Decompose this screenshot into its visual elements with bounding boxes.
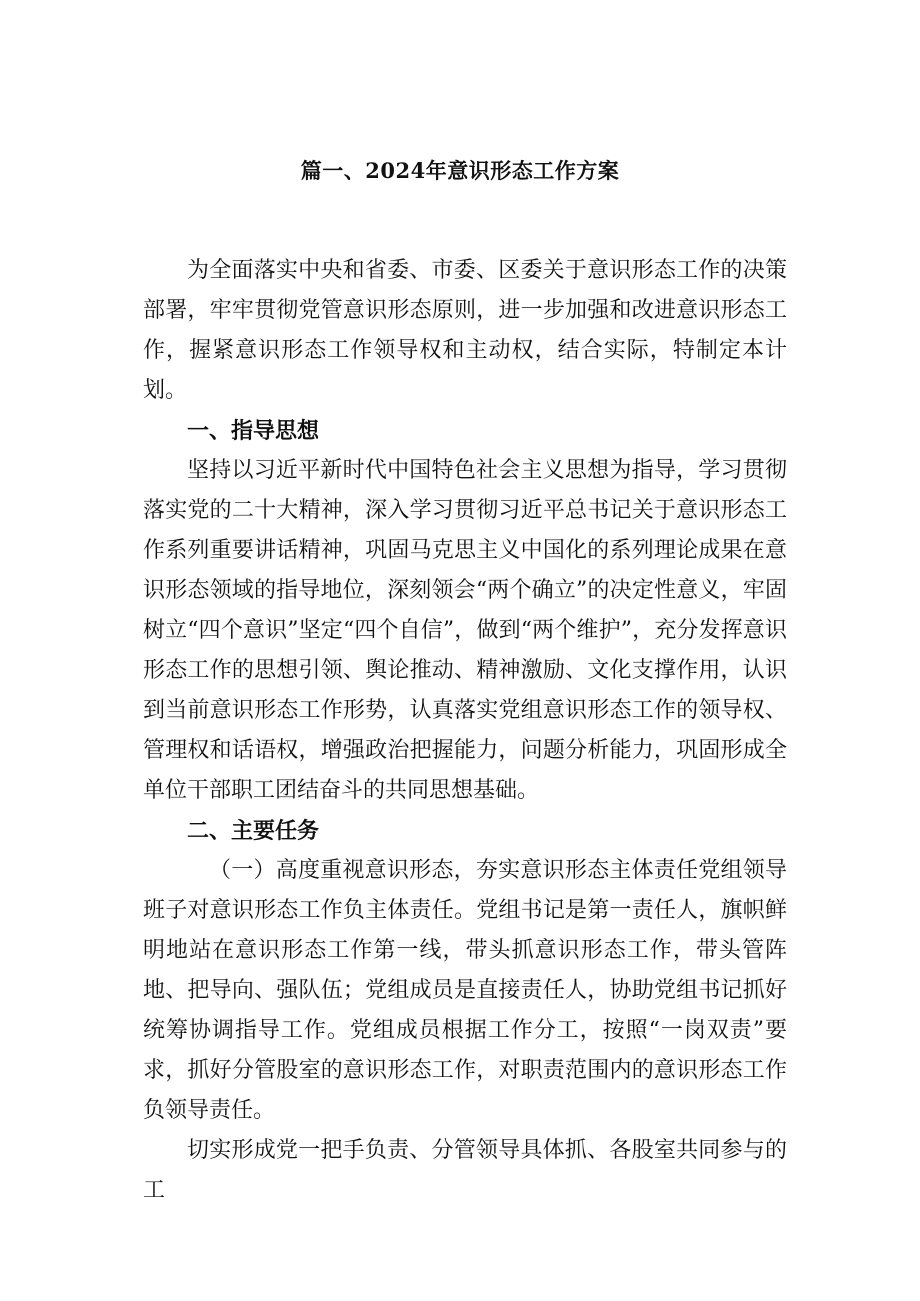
- section-heading-guiding-ideology: 一、指导思想: [187, 418, 320, 444]
- section-heading-main-tasks: 二、主要任务: [187, 818, 320, 844]
- document-title: 篇一、2024年意识形态工作方案: [300, 158, 620, 183]
- main-tasks-paragraph: （一）高度重视意识形态，夯实意识形态主体责任党组领导班子对意识形态工作负主体责任。党组书记是第一责任人，旗帜鲜明地站在意识形态工作第一线，带头抓意识形态工作，带头管阵地、把导向、强队伍；党组成员是直接责任人，协助党组书记抓好统筹协调指导工作。党组成员根据工作分工，按照“一岗双责”要求，抓好分管股室的意识形态工作，对职责范围内的意识形态工作负领导责任。: [143, 858, 787, 1123]
- intro-paragraph: 为全面落实中央和省委、市委、区委关于意识形态工作的决策部署，牢牢贯彻党管意识形态原则，进一步加强和改进意识形态工作，握紧意识形态工作领导权和主动权，结合实际，特制定本计划。: [143, 258, 787, 403]
- main-tasks-continuation: 切实形成党一把手负责、分管领导具体抓、各股室共同参与的工: [143, 1138, 787, 1203]
- guiding-ideology-paragraph: 坚持以习近平新时代中国特色社会主义思想为指导，学习贯彻落实党的二十大精神，深入学习贯彻习近平总书记关于意识形态工作系列重要讲话精神，巩固马克思主义中国化的系列理论成果在意识形态领域的指导地位，深刻领会“两个确立”的决定性意义，牢固树立“四个意识”坚定“四个自信”，做到“两个维护”，充分发挥意识形态工作的思想引领、舆论推动、精神激励、文化支撑作用，认识到当前意识形态工作形势，认真落实党组意识形态工作的领导权、管理权和话语权，增强政治把握能力，问题分析能力，巩固形成全单位干部职工团结奋斗的共同思想基础。: [143, 458, 787, 803]
- document-body: [143, 251, 787, 1211]
